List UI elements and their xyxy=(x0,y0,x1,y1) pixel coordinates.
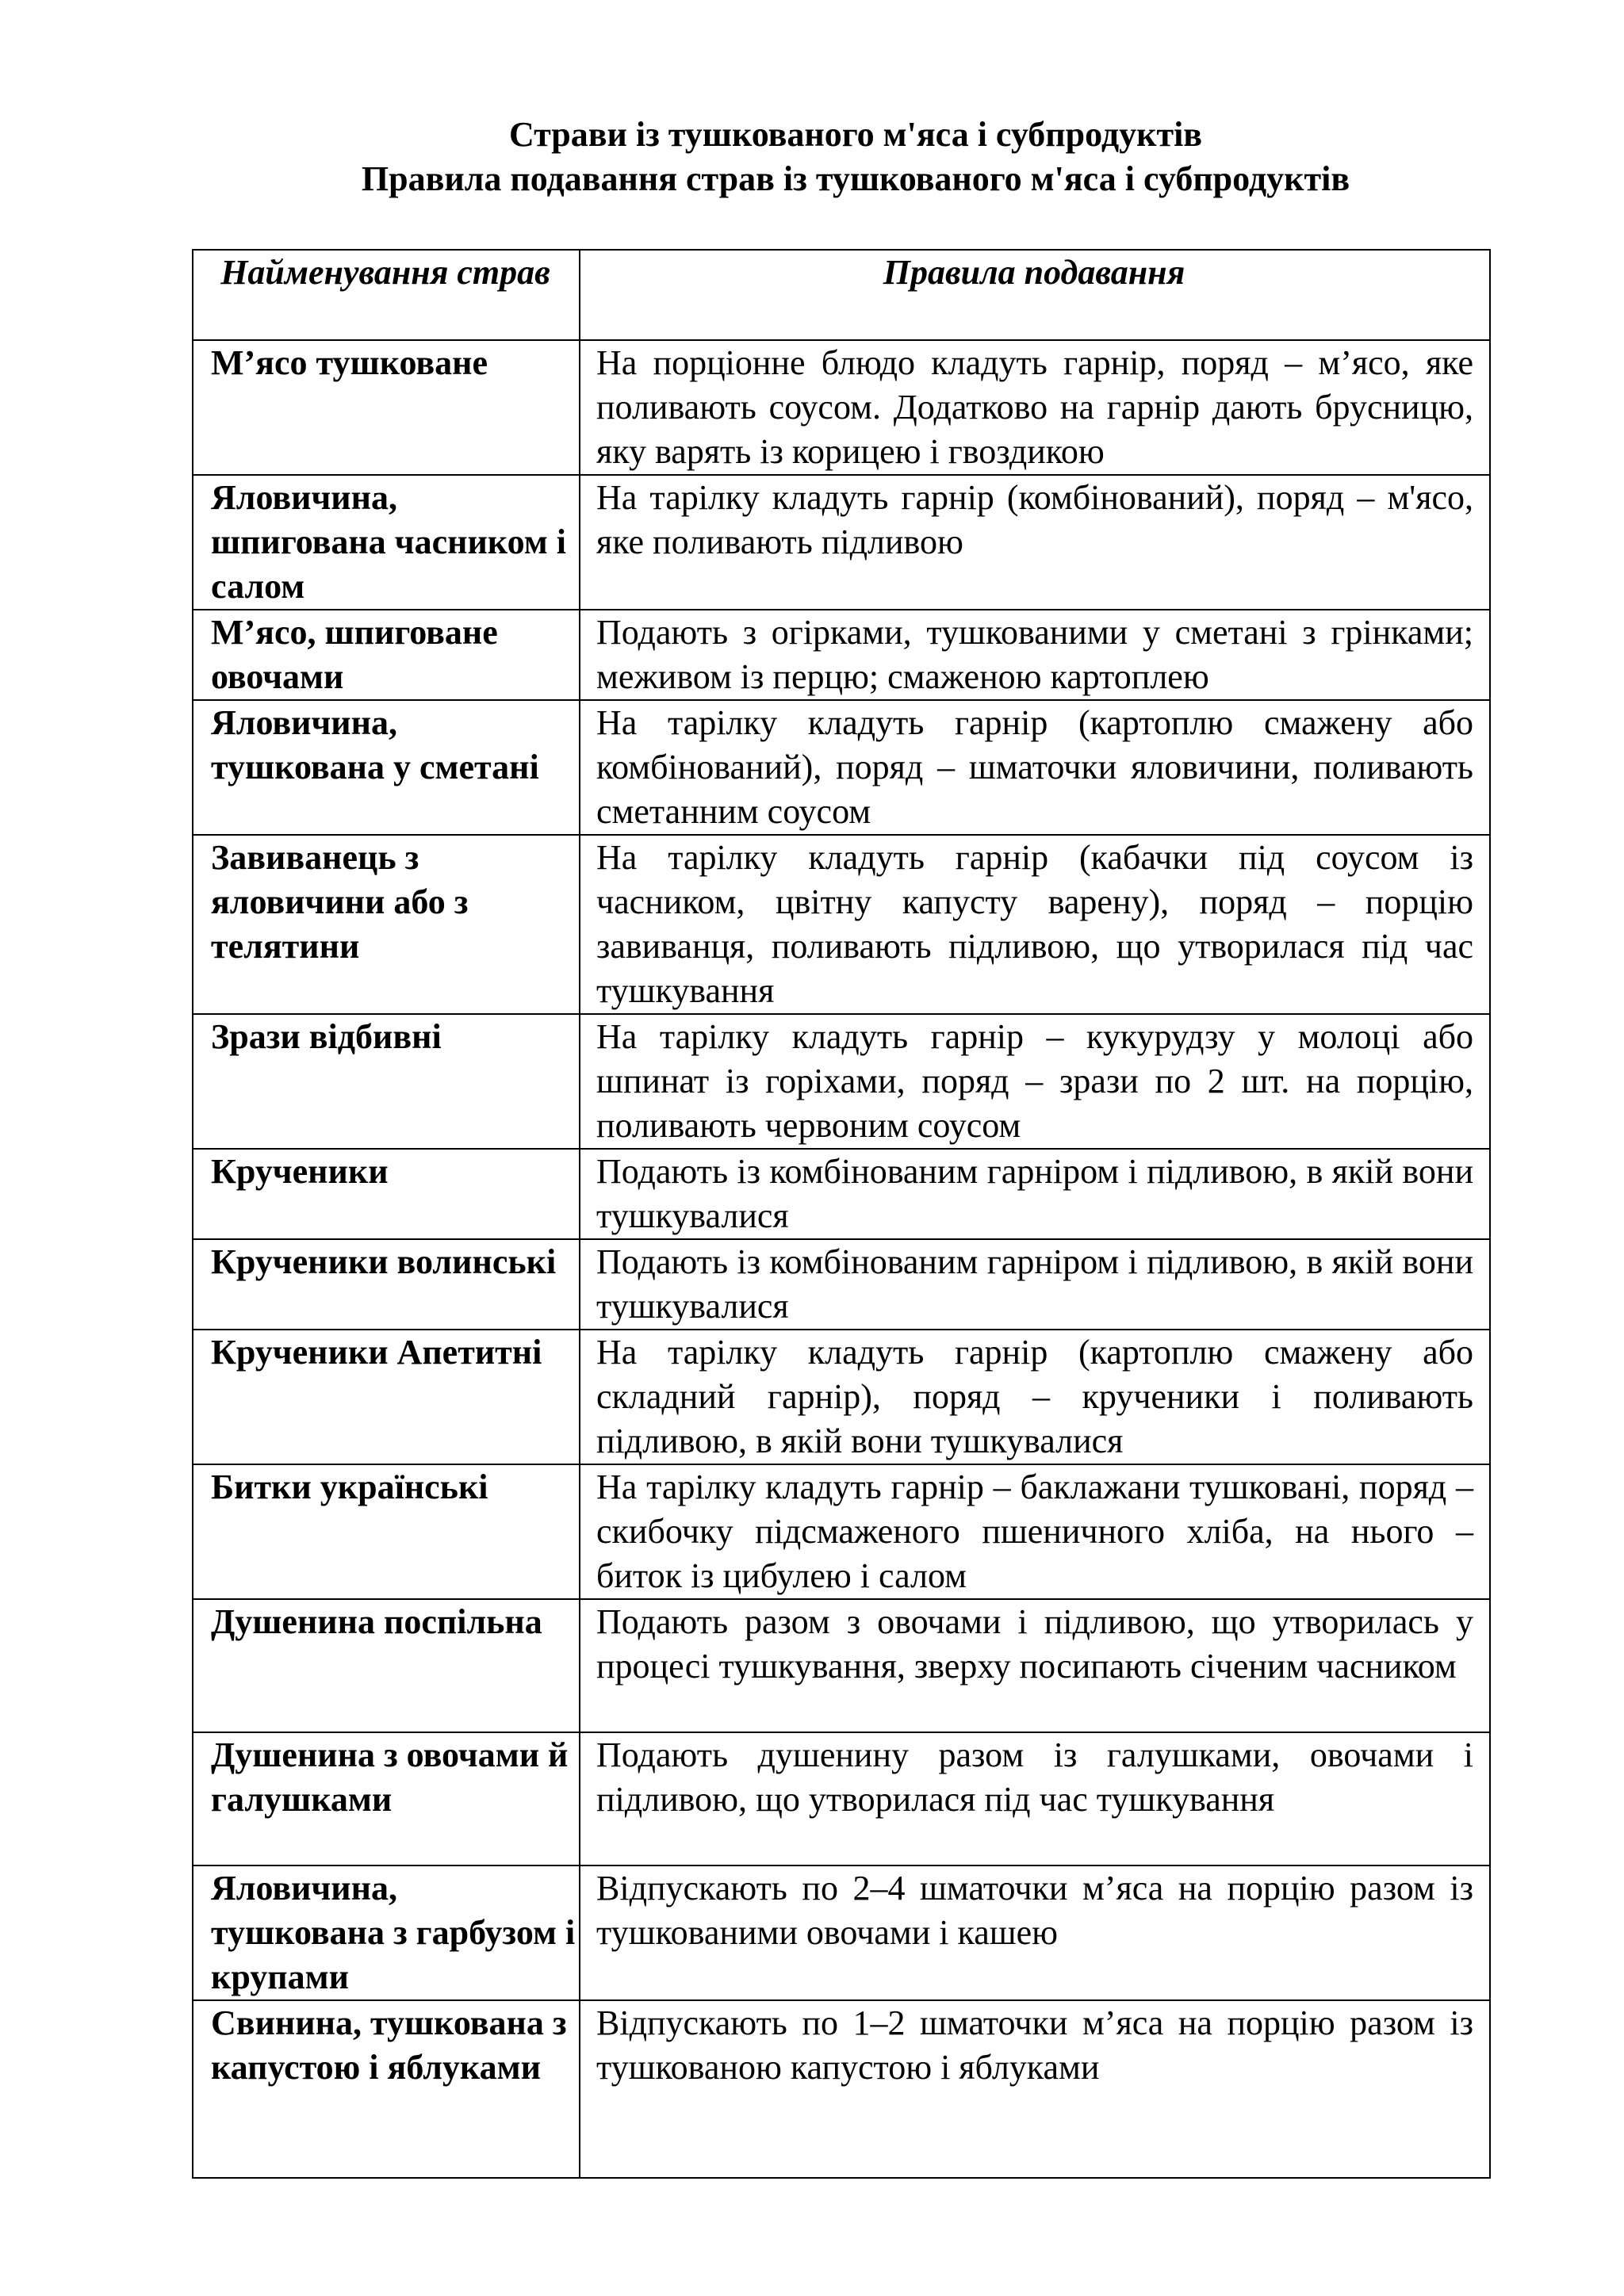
serving-rule: Подають разом з овочами і підливою, що утворилась у процесі тушкування, зверху посипають січеним часником xyxy=(580,1599,1490,1732)
serving-rule: Відпускають по 1–2 шматочки м’яса на порцію разом із тушкованою капустою і яблуками xyxy=(580,2000,1490,2178)
serving-rule: Подають з огірками, тушкованими у сметані з грінками; меживом із перцю; смаженою картоплею xyxy=(580,610,1490,700)
dish-name: Свинина, тушкована з капустою і яблуками xyxy=(193,2000,580,2178)
table-row xyxy=(193,340,1490,475)
table-row xyxy=(193,1149,1490,1239)
serving-rule: Відпускають по 2–4 шматочки м’яса на порцію разом із тушкованими овочами і кашею xyxy=(580,1866,1490,2000)
table-row xyxy=(193,1464,1490,1599)
dish-name: Яловичина, тушкована з гарбузом і крупами xyxy=(193,1866,580,2000)
dish-name: Зрази відбивні xyxy=(193,1014,580,1149)
dish-name: Душенина з овочами й галушками xyxy=(193,1732,580,1866)
table-row xyxy=(193,1239,1490,1330)
document-header xyxy=(0,113,1624,201)
column-header-rule: Правила подавання xyxy=(580,250,1490,340)
serving-rule: Подають душенину разом із галушками, овочами і підливою, що утворилася під час тушкування xyxy=(580,1732,1490,1866)
serving-rule: На тарілку кладуть гарнір (комбінований), поряд – м'ясо, яке поливають підливою xyxy=(580,475,1490,610)
serving-rule: На тарілку кладуть гарнір – кукурудзу у молоці або шпинат із горіхами, поряд – зрази по 2 шт. на порцію, поливають червоним соусом xyxy=(580,1014,1490,1149)
serving-rules-table xyxy=(192,249,1491,2179)
table-row xyxy=(193,1330,1490,1464)
serving-rule: На тарілку кладуть гарнір (кабачки під соусом із часником, цвітну капусту варену), поряд – порцію завиванця, поливають підливою, що утворилася під час тушкування xyxy=(580,835,1490,1014)
serving-rule: На тарілку кладуть гарнір – баклажани тушковані, поряд – скибочку підсмаженого пшеничного хліба, на нього – биток із цибулею і салом xyxy=(580,1464,1490,1599)
dish-name: Завиванець з яловичини або з телятини xyxy=(193,835,580,1014)
dish-name: Крученики волинські xyxy=(193,1239,580,1330)
serving-rule: Подають із комбінованим гарніром і підливою, в якій вони тушкувалися xyxy=(580,1149,1490,1239)
dish-name: М’ясо тушковане xyxy=(193,340,580,475)
table-row xyxy=(193,610,1490,700)
column-header-name: Найменування страв xyxy=(193,250,580,340)
serving-rule: Подають із комбінованим гарніром і підливою, в якій вони тушкувалися xyxy=(580,1239,1490,1330)
dish-name: Душенина поспільна xyxy=(193,1599,580,1732)
dish-name: Яловичина, шпигована часником і салом xyxy=(193,475,580,610)
table-row xyxy=(193,1014,1490,1149)
dish-name: М’ясо, шпиговане овочами xyxy=(193,610,580,700)
table-row xyxy=(193,835,1490,1014)
table-header-row xyxy=(193,250,1490,340)
table-row xyxy=(193,1732,1490,1866)
serving-rule: На тарілку кладуть гарнір (картоплю смажену або складний гарнір), поряд – крученики і поливають підливою, в якій вони тушкувалися xyxy=(580,1330,1490,1464)
table-row xyxy=(193,2000,1490,2178)
table-row xyxy=(193,1866,1490,2000)
dish-name: Крученики Апетитні xyxy=(193,1330,580,1464)
dish-name: Яловичина, тушкована у сметані xyxy=(193,700,580,835)
serving-rule: На тарілку кладуть гарнір (картоплю смажену або комбінований), поряд – шматочки яловичини, поливають сметанним соусом xyxy=(580,700,1490,835)
document-title: Страви із тушкованого м'яса і субпродуктів xyxy=(508,115,1203,154)
dish-name: Битки українські xyxy=(193,1464,580,1599)
dish-name: Крученики xyxy=(193,1149,580,1239)
serving-rule: На порціонне блюдо кладуть гарнір, поряд – м’ясо, яке поливають соусом. Додатково на гарнір дають брусницю, яку варять із корицею і гвоздикою xyxy=(580,340,1490,475)
table-row xyxy=(193,475,1490,610)
table-row xyxy=(193,700,1490,835)
table-row xyxy=(193,1599,1490,1732)
document-subtitle: Правила подавання страв із тушкованого м'яса і субпродуктів xyxy=(361,159,1350,198)
